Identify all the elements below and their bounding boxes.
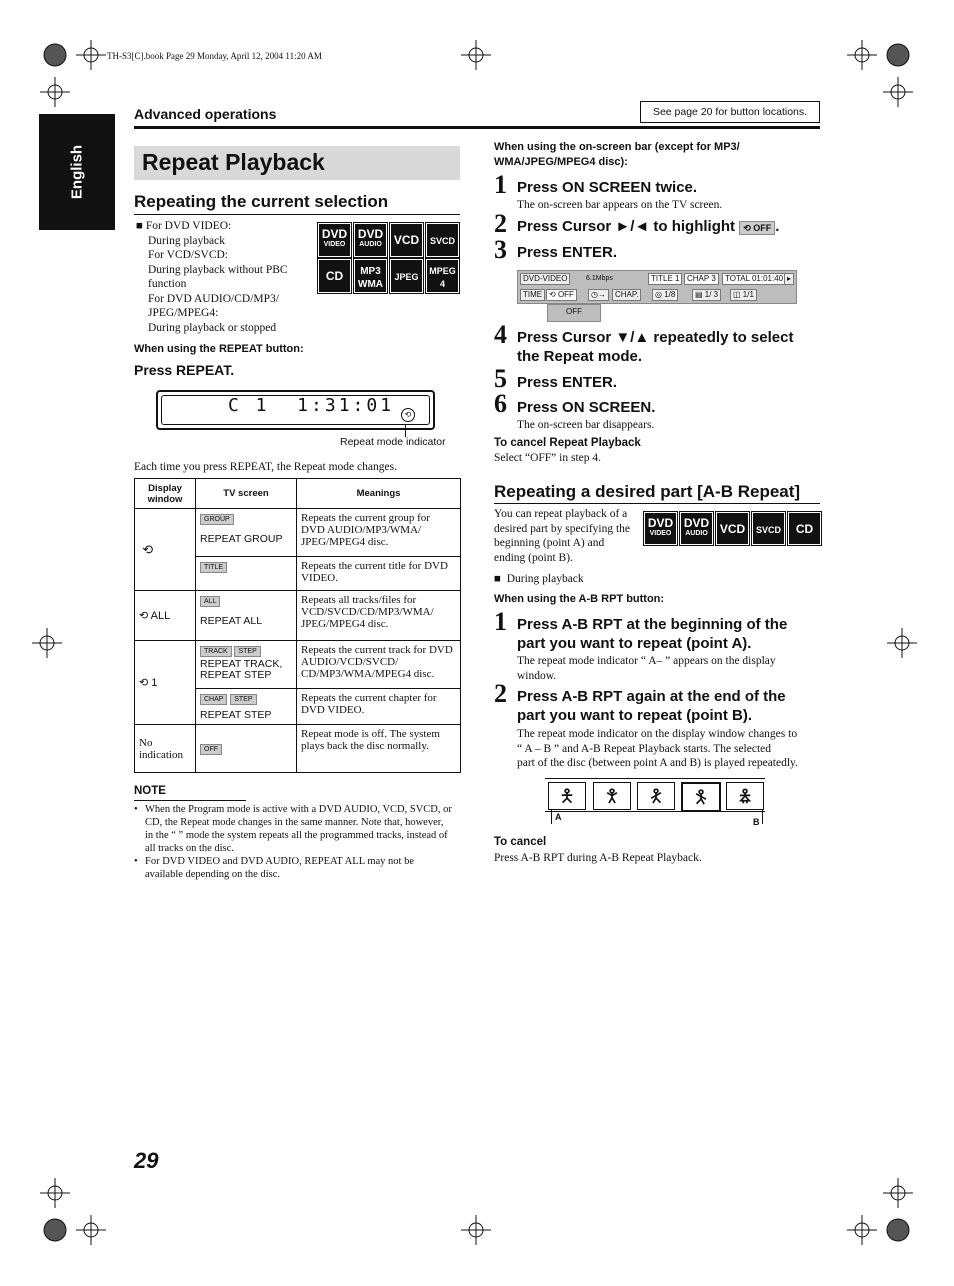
applies-line: function [148,278,187,290]
osd-disc: DVD-VIDEO [520,273,570,285]
group-display-icon: ⟲ [135,509,196,591]
page-title: Repeat Playback [142,149,325,175]
step-number: 4 [494,320,507,349]
dancer-frame-icon: 🯈 [681,782,721,812]
all-tv: ALL REPEAT ALL [196,591,297,641]
applies-list [136,219,316,335]
step-number: 5 [494,364,507,393]
col-meanings: Meanings [297,479,461,509]
point-a-marker [551,810,552,824]
point-b-marker [762,810,763,824]
repeat-mode-table [134,478,461,773]
mp3-wma-logo: MP3 WMA [354,259,387,293]
dvd-video-logo: DVD VIDEO [644,512,677,545]
step-number: 3 [494,235,507,264]
step-sub: The on-screen bar disappears. [517,419,655,431]
svcd-logo: SVCD [426,223,459,257]
applies-line: During playback without PBC [148,263,288,276]
step-text: Press A-B RPT at the beginning of the part you want to repeat (point A). [517,616,788,652]
each-time-text: Each time you press REPEAT, the Repeat mode changes. [134,461,397,473]
language-tab-label: English [68,144,86,200]
group-tv: GROUP REPEAT GROUP [196,509,297,557]
step-text: Press Cursor ▼/▲ repeatedly to select the Repeat mode. [517,329,794,365]
page-number: 29 [134,1148,159,1173]
dvd-audio-logo: DVD AUDIO [680,512,713,545]
osd-dropdown: OFF [547,304,601,322]
display-readout: C 1 1:31:01 [228,395,395,416]
off-tv: OFF [196,725,297,773]
step-sub: The on-screen bar appears on the TV screen. [517,199,723,211]
button-location-note: See page 20 for button locations. [640,101,820,123]
to-cancel-title: To cancel [494,836,547,848]
chap-tv: CHAP STEP REPEAT STEP [196,689,297,725]
notes [134,803,454,881]
onscreen-bar [517,270,797,304]
dvd-video-logo: DVD VIDEO [318,223,351,257]
ab-intro: You can repeat playback of a desired part by specifying the beginning (point A) and ending (point B). [494,508,631,564]
onscreen-label: When using the on-screen bar (except for MP3/ WMA/JPEG/MPEG4 disc): [494,141,740,168]
track-tv: TRACK STEP REPEAT TRACK, REPEAT STEP [196,641,297,689]
osd-rate: 6.1Mbps [586,275,613,282]
heading-rule [134,214,460,215]
step-text: Press A-B RPT again at the end of the part you want to repeat (point B). [517,688,786,724]
applies-line: ■ For DVD VIDEO: [136,220,232,232]
repeat-button-label: When using the REPEAT button: [134,343,304,355]
col-tv: TV screen [196,479,297,509]
step-text: Press ENTER. [517,374,618,391]
point-b-label: B [753,817,760,827]
all-meaning: Repeats all tracks/files for VCD/SVCD/CD/MP3/WMA/ JPEG/MPEG4 disc. [297,591,461,641]
dancer-frame-icon: 🯅 [548,782,586,810]
to-cancel-text: Press A-B RPT during A-B Repeat Playback. [494,852,702,864]
indicator-caption: Repeat mode indicator [340,436,446,448]
point-a-label: A [555,812,562,822]
step-text: Press ON SCREEN twice. [517,179,698,196]
heading-ab-repeat: Repeating a desired part [A-B Repeat] [494,482,801,501]
step-text: Press ENTER. [517,244,618,261]
chap-meaning: Repeats the current chapter for DVD VIDEO. [297,689,461,725]
vcd-logo: VCD [390,223,423,257]
dancer-frame-icon: 🯉 [726,782,764,810]
osd-time: TIME [520,289,545,301]
track-meaning: Repeats the current track for DVD AUDIO/VCD/SVCD/ CD/MP3/WMA/MPEG4 disc. [297,641,461,689]
dvd-audio-logo: DVD AUDIO [354,223,387,257]
title-meaning: Repeats the current title for DVD VIDEO. [297,557,461,591]
cancel-title: To cancel Repeat Playback [494,437,641,449]
osd-angle: ◫ 1/1 [730,289,757,301]
note-rule [134,800,246,801]
step-number: 6 [494,389,507,418]
svcd-logo: SVCD [752,512,785,545]
one-display: ⟲ 1 [135,641,196,725]
step-text: Press Cursor ►/◄ to highlight ⟲ OFF . [517,218,780,235]
during-playback: ■ During playback [494,573,584,585]
step-text: Press ON SCREEN. [517,399,656,416]
osd-title: TITLE 1 [648,273,682,285]
page-title-bar [134,146,460,180]
press-repeat: Press REPEAT. [134,362,235,378]
note-item: • For DVD VIDEO and DVD AUDIO, REPEAT ALL may not be available depending on the disc. [134,856,414,880]
heading-rule [494,503,820,504]
ab-button-label: When using the A-B RPT button: [494,593,665,605]
repeat-indicator-icon: ⟲ [401,408,415,422]
applies-line: During playback [148,234,225,247]
applies-line: For VCD/SVCD: [148,249,228,261]
osd-sub: ▤ 1/ 3 [692,289,721,301]
mpeg4-logo: MPEG 4 [426,259,459,293]
col-display: Display window [135,479,196,509]
note-title: NOTE [134,785,166,797]
title-tv: TITLE [196,557,297,591]
step-number: 2 [494,209,507,238]
osd-total: TOTAL 01:01:40 [722,273,786,285]
applies-line: During playback or stopped [148,321,277,334]
header-rule [134,126,820,129]
off-meaning: Repeat mode is off. The system plays back the disc normally. [297,725,461,773]
osd-repeat-off: ⟲ OFF [546,289,577,301]
jpeg-logo: JPEG [390,259,423,293]
cd-logo: CD [788,512,821,545]
display-window [156,390,435,430]
applies-line: JPEG/MPEG4: [148,307,219,319]
section-title: Advanced operations [134,106,277,122]
step-sub: The repeat mode indicator “ A– ” appears on the display window. [517,655,776,682]
osd-chap: CHAP 3 [684,273,719,285]
vcd-logo: VCD [716,512,749,545]
applies-line: For DVD AUDIO/CD/MP3/ [148,292,279,305]
language-tab [39,114,115,230]
dancer-frame-icon: 🯆 [593,782,631,810]
all-display: ⟲ ALL [135,591,196,641]
cd-logo: CD [318,259,351,293]
cancel-text: Select “OFF” in step 4. [494,452,601,464]
osd-chap-search: CHAP. [612,289,641,301]
step-number: 1 [494,170,507,199]
step-number: 2 [494,679,507,708]
heading-repeat-current: Repeating the current selection [134,192,389,211]
osd-clock-icon: ◷→ [588,289,609,301]
group-meaning: Repeats the current group for DVD AUDIO/MP3/WMA/ JPEG/MPEG4 disc. [297,509,461,557]
dancer-frame-icon: 🯇 [637,782,675,810]
none-display: No indication [135,725,196,773]
file-stamp: TH-S3[C].book Page 29 Monday, April 12, 2004 11:20 AM [107,51,322,61]
osd-audio: ◎ 1/8 [652,289,678,301]
note-item: • When the Program mode is active with a DVD AUDIO, VCD, SVCD, or CD, the Repeat mode changes in the same manner. Note that, however, in the “ ” mode the system repeats all the programmed tracks, instead of all tracks on the disc. [134,804,452,854]
osd-arrow-icon: ▸ [784,273,794,285]
step-sub: The repeat mode indicator on the display window changes to “ A – B ” and A-B Repeat Playback starts. The selected part of the disc (between point A and B) is played repeatedly. [517,728,798,769]
step-number: 1 [494,607,507,636]
